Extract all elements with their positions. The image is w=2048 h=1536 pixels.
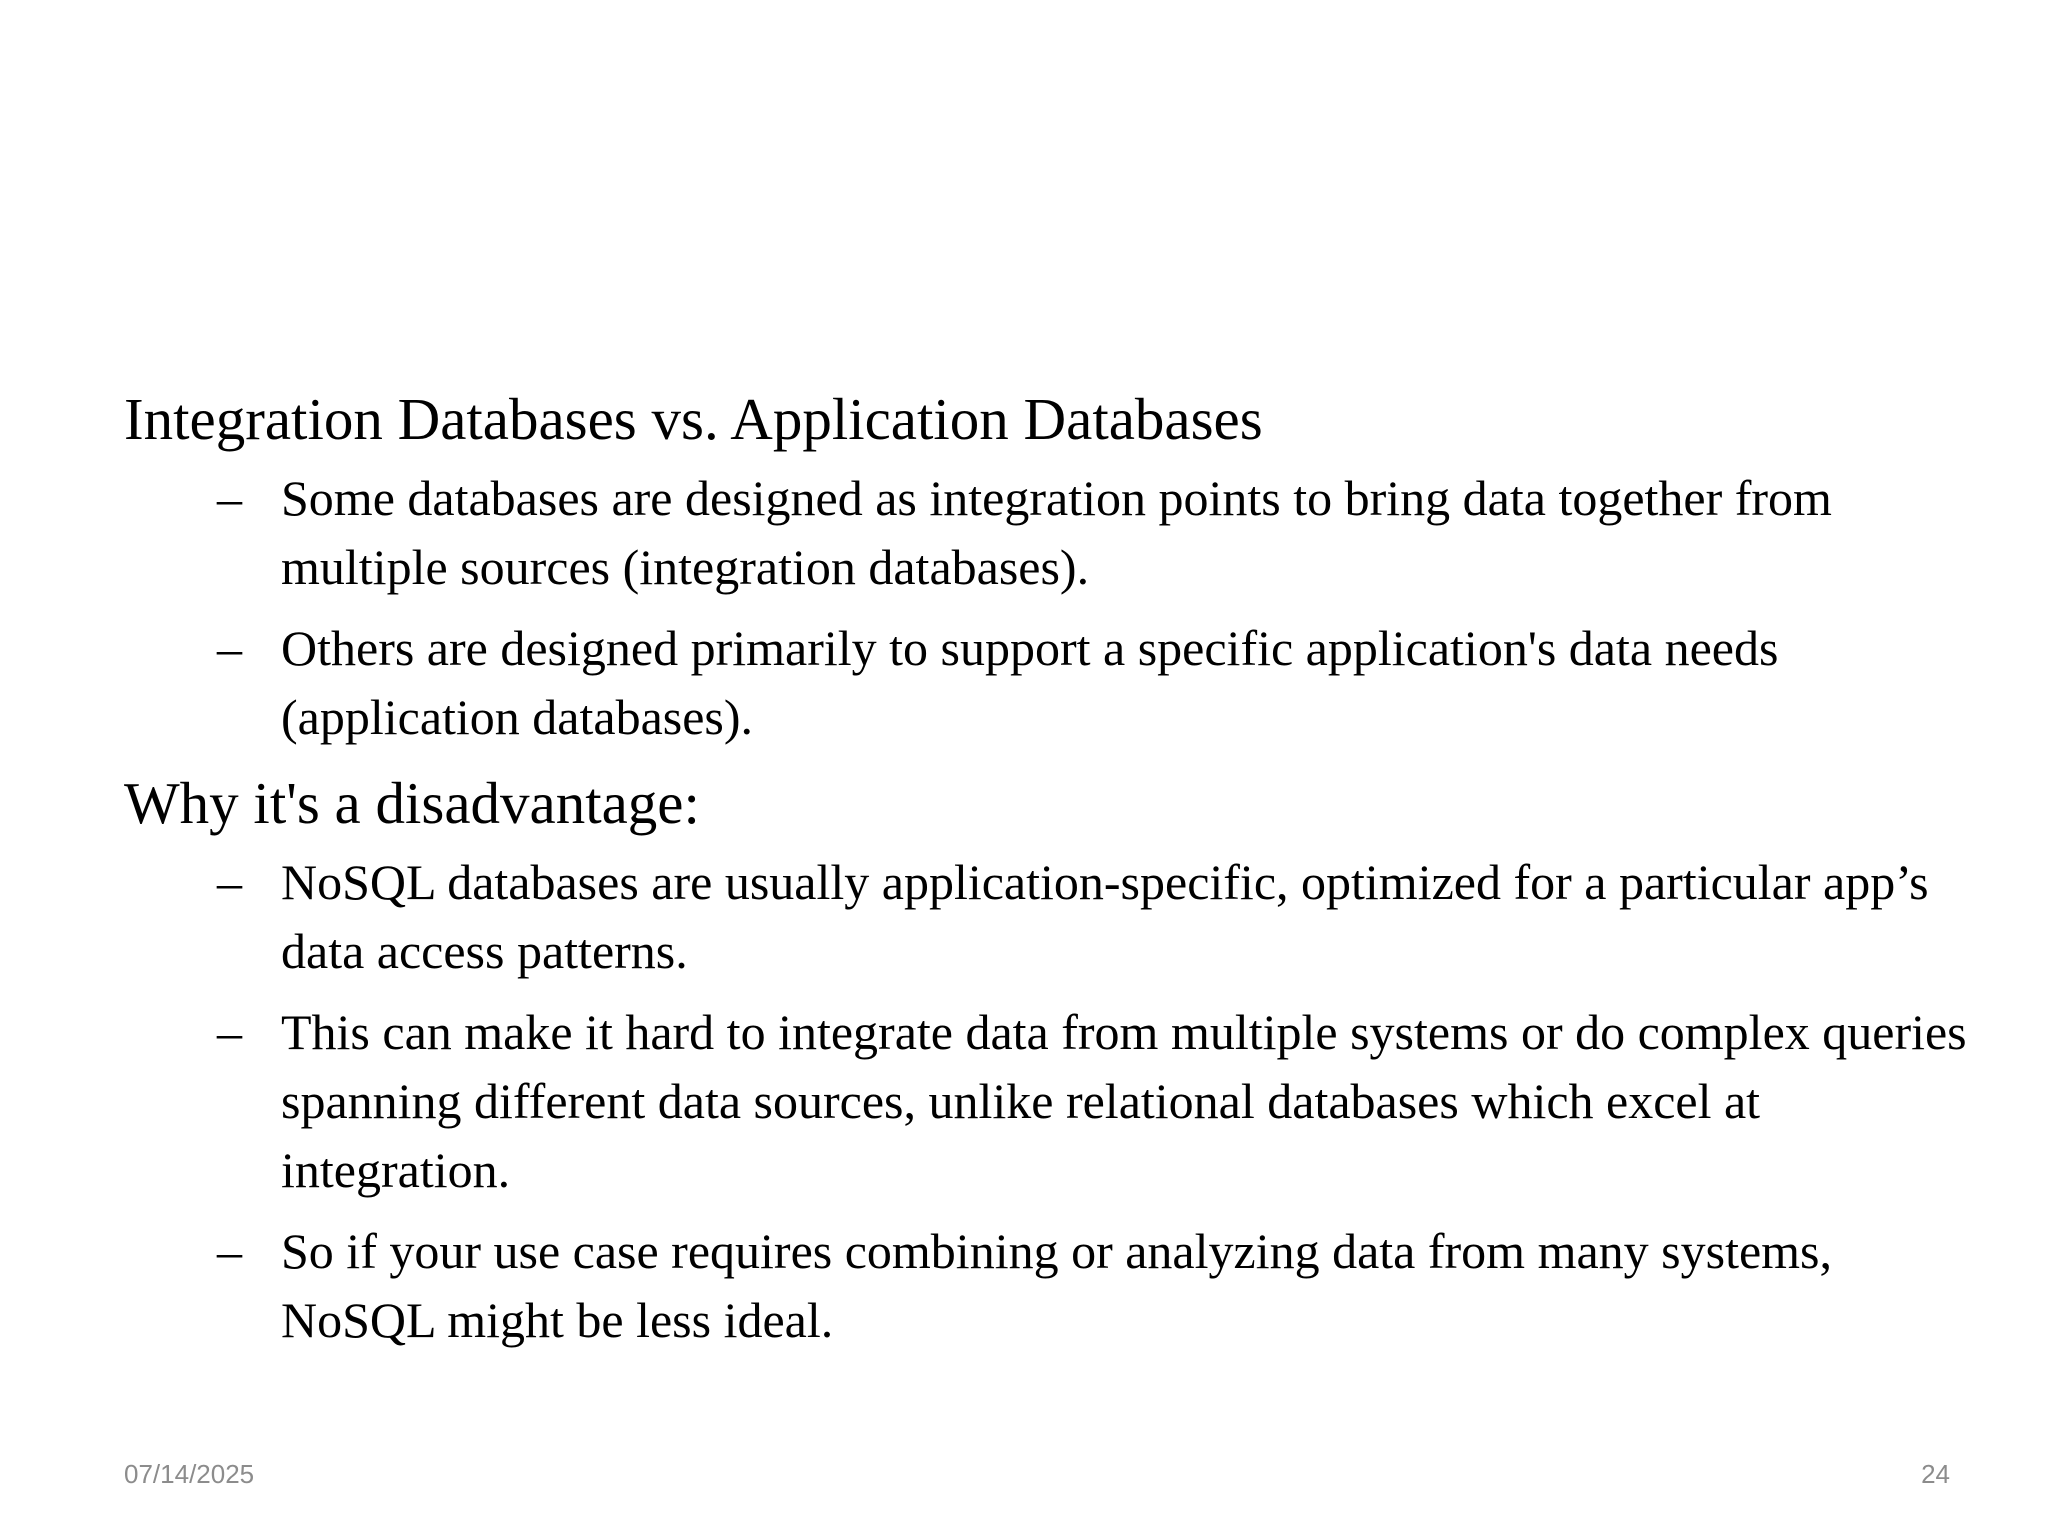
bullet-text: Some databases are designed as integration points to bring data together from multiple sources (integration databases).	[281, 470, 1832, 595]
bullet-text: NoSQL databases are usually application-specific, optimized for a particular app’s data access patterns.	[281, 854, 1929, 979]
bullet-text: So if your use case requires combining or analyzing data from many systems, NoSQL might be less ideal.	[281, 1223, 1833, 1348]
bullet-text: Others are designed primarily to support a specific application's data needs (application databases).	[281, 620, 1779, 745]
section-heading: Why it's a disadvantage:	[124, 770, 700, 836]
bullet-text: This can make it hard to integrate data from multiple systems or do complex queries spanning different data sources, unlike relational databases which excel at integration.	[281, 1004, 1967, 1198]
bullet-dash: –	[217, 1004, 242, 1060]
bullet-list	[124, 464, 1984, 752]
bullet-list	[124, 848, 1984, 1355]
list-item	[124, 1217, 1984, 1355]
page-number: 24	[1921, 1459, 1950, 1489]
section-integration	[124, 380, 1984, 752]
list-item	[124, 998, 1984, 1205]
footer-date: 07/14/2025	[124, 1459, 255, 1489]
section-disadvantage	[124, 764, 1984, 1355]
slide-body	[124, 380, 1984, 1367]
list-item	[124, 614, 1984, 752]
list-item	[124, 848, 1984, 986]
list-item	[124, 464, 1984, 602]
bullet-dash: –	[217, 470, 242, 526]
bullet-dash: –	[217, 1223, 242, 1279]
bullet-dash: –	[217, 854, 242, 910]
section-heading: Integration Databases vs. Application Databases	[124, 386, 1263, 452]
bullet-dash: –	[217, 620, 242, 676]
